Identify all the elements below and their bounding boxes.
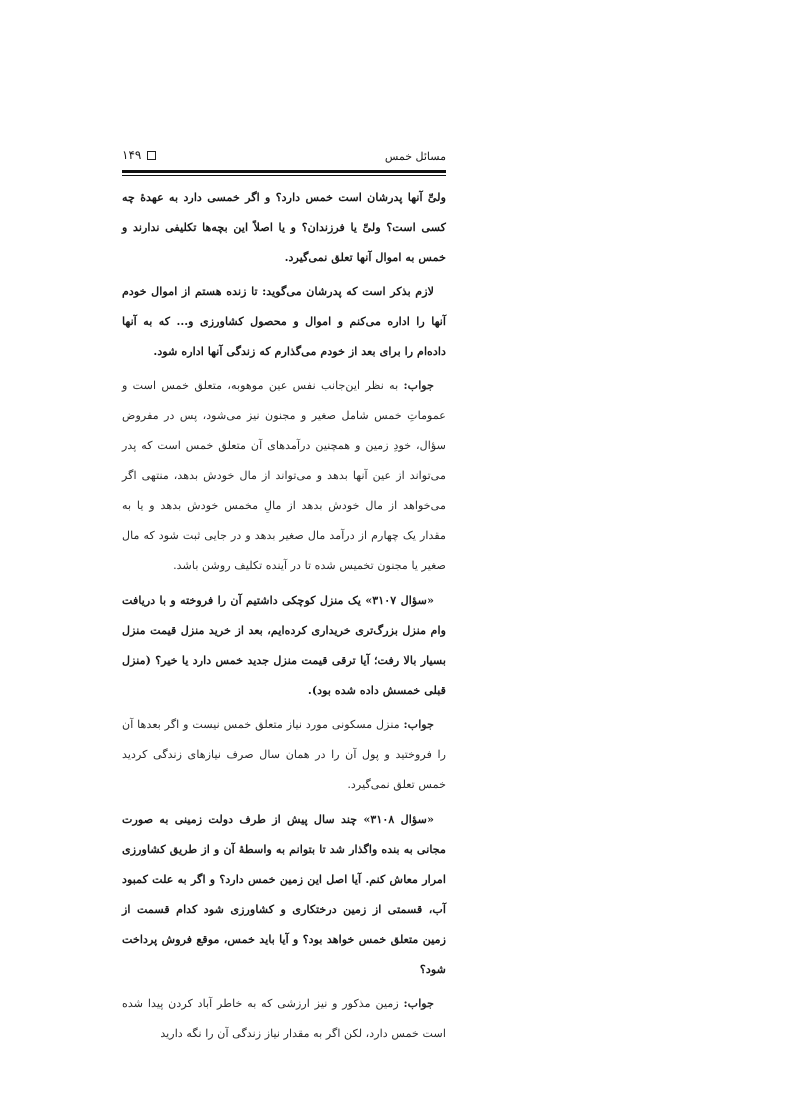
page-content [122,182,446,1049]
header-rule-thin [122,175,446,176]
running-title: مسائل خمس [384,150,446,163]
question-note: لازم بذکر است که پدرشان می‌گوید: تا زنده هستم از اموال خودم آنها را اداره می‌کنم و اموال و محصول کشاورزی و... که به آنها داده‌ام را برای بعد از خودم می‌گذارم که زندگی آنها اداره شود. [122,284,446,358]
answer-text: به نظر این‌جانب نفس عین موهوبه، متعلق خمس است و عموماتِ خمس شامل صغیر و مجنون نیز می‌شود، پس در مفروض سؤال، خودِ زمین و همچنین درآمدهای آن متعلق خمس است که پدر می‌تواند از عین آنها بدهد و می‌تواند از مال خودش بدهد، منتهی اگر می‌خواهد از مال خودش بدهد از مالِ مخمس خودش بدهد و یا به مقدار یک چهارم از درآمد مال صغیر بدهد و در جایی ثبت شود که مال صغیر یا مجنون تخمیس شده تا در آینده تکلیف روشن باشد. [122,379,446,572]
page-header [122,140,446,168]
answer-paragraph [122,709,446,800]
page-number: ۱۴۹ [122,148,142,162]
answer-paragraph [122,988,446,1049]
answer-paragraph [122,370,446,581]
page-number-group [122,148,156,162]
answer-text: زمین مذکور و نیز ارزشی که به خاطر آباد کردن پیدا شده است خمس دارد، لکن اگر به مقدار نیاز زندگی آن را نگه دارید [122,997,446,1040]
question-paragraph: «سؤال ۳۱۰۷» یک منزل کوچکی داشتیم آن را فروخته و با دریافت وام منزل بزرگ‌تری خریداری کرده‌ایم، بعد از خرید منزل قیمت منزل بسیار بالا رفت؛ آیا ترقی قیمت منزل جدید خمس دارد یا خیر؟ (منزل قبلی خمسش داده شده بود). [122,593,446,697]
answer-label: جواب: [403,717,434,731]
question-continuation: ولیِّ آنها پدرشان است خمس دارد؟ و اگر خمسی دارد به عهدهٔ چه کسی است؟ ولیِّ یا فرزندان؟ و یا اصلاً این بچه‌ها تکلیفی ندارند و خمس به اموال آنها تعلق نمی‌گیرد. [122,190,446,264]
header-rule-thick [122,170,446,173]
answer-text: منزل مسکونی مورد نیاز متعلق خمس نیست و اگر بعدها آن را فروختید و پول آن را در همان سال صرف نیازهای زندگی کردید خمس تعلق نمی‌گیرد. [122,718,446,791]
answer-label: جواب: [403,996,434,1010]
answer-label: جواب: [403,378,434,392]
book-page [122,140,446,1053]
square-bullet-icon [147,151,156,160]
question-paragraph: «سؤال ۳۱۰۸» چند سال پیش از طرف دولت زمینی به صورت مجانی به بنده واگذار شد تا بتوانم به واسطهٔ آن و از طریق کشاورزی امرار معاش کنم. آیا اصل این زمین خمس دارد؟ و اگر به علت کمبود آب، قسمتی از زمین درختکاری و کشاورزی شود کدام قسمت از زمین متعلق خمس خواهد بود؟ و آیا باید خمس، موقع فروش پرداخت شود؟ [122,812,446,976]
